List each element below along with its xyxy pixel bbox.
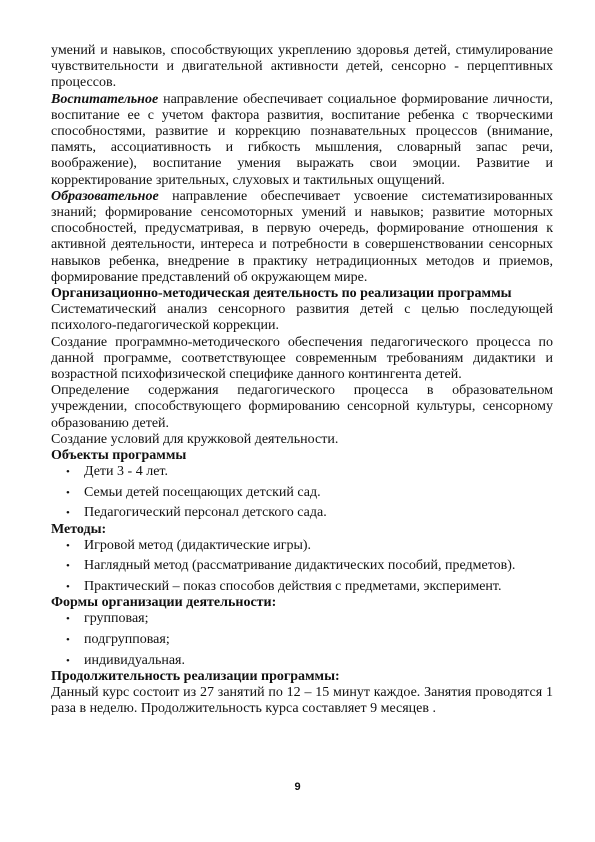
bullet-icon: • bbox=[66, 466, 70, 479]
upbringing-paragraph bbox=[51, 92, 553, 189]
methods-heading: Методы: bbox=[51, 521, 107, 537]
forms-list bbox=[51, 611, 553, 668]
duration-text: Данный курс состоит из 27 занятий по 12 – 15 минут каждое. Занятия проводятся 1 раза в неделю. Продолжительность курса составляет 9 месяцев . bbox=[51, 685, 553, 717]
list-item bbox=[51, 464, 553, 480]
bullet-icon: • bbox=[66, 634, 70, 647]
list-item bbox=[51, 538, 553, 554]
list-item bbox=[51, 579, 553, 595]
list-item bbox=[51, 505, 553, 521]
list-item-text: Практический – показ способов действия с предметами, эксперимент. bbox=[84, 579, 502, 595]
page-number: 9 bbox=[294, 781, 301, 793]
list-item-text: подгрупповая; bbox=[84, 632, 170, 648]
list-item-text: индивидуальная. bbox=[84, 652, 185, 668]
list-item-text: Педагогический персонал детского сада. bbox=[84, 505, 327, 521]
list-item-text: Игровой метод (дидактические игры). bbox=[84, 537, 312, 553]
education-paragraph bbox=[51, 189, 553, 286]
list-item-text: Дети 3 - 4 лет. bbox=[84, 464, 168, 480]
forms-heading: Формы организации деятельности: bbox=[51, 595, 277, 611]
list-item bbox=[51, 485, 553, 501]
org-method-item-2: Создание программно-методического обеспечения педагогического процесса по данной программе, соответствующее современным требованиям дидактики и возрастной психофизической специфике данного контингента детей. bbox=[51, 334, 553, 383]
org-method-item-3: Определение содержания педагогического процесса в образовательном учреждении, способствующего формированию сенсорной культуры, сенсорному образованию детей. bbox=[51, 383, 553, 431]
bullet-icon: • bbox=[66, 654, 70, 667]
objects-list bbox=[51, 464, 553, 521]
list-item bbox=[51, 632, 553, 648]
text-column bbox=[51, 43, 553, 717]
bullet-icon: • bbox=[66, 507, 70, 520]
bullet-icon: • bbox=[66, 581, 70, 594]
duration-heading: Продолжительность реализации программы: bbox=[51, 668, 340, 684]
org-method-item-1: Систематический анализ сенсорного развития детей с целью последующей психолого-педагогической коррекции. bbox=[51, 302, 553, 334]
education-text: направление обеспечивает усвоение систематизированных знаний; формирование сенсомоторных умений и навыков; развитие моторных способностей, предусматривая, в первую очередь, формирование отношения к активной деятельности, интереса и потребности в совершенствовании сенсорных навыков ребенка, внедрение в практику нетрадиционных методов и приемов, формирование представлений об окружающем мире. bbox=[51, 188, 553, 285]
list-item bbox=[51, 611, 553, 627]
list-item bbox=[51, 653, 553, 669]
bullet-icon: • bbox=[66, 613, 70, 626]
list-item-text: Семьи детей посещающих детский сад. bbox=[84, 484, 321, 500]
upbringing-text: направление обеспечивает социальное формирование личности, воспитание ее с учетом фактора развития, воспитание ребенка с творческими способностями, развитие и коррекцию познавательных процессов (внимание, память, ассоциативность и гибкость мышления, словарный запас речи, воображение), воспитание умения выражать свои эмоции. Развитие и корректирование зрительных, слуховых и тактильных ощущений. bbox=[51, 91, 553, 188]
objects-heading: Объекты программы bbox=[51, 448, 187, 464]
list-item-text: Наглядный метод (рассматривание дидактических пособий, предметов). bbox=[84, 558, 516, 574]
bullet-icon: • bbox=[66, 560, 70, 573]
org-method-item-4: Создание условий для кружковой деятельности. bbox=[51, 431, 339, 447]
bullet-icon: • bbox=[66, 539, 70, 552]
education-term: Образовательное bbox=[51, 188, 159, 204]
list-item bbox=[51, 558, 553, 574]
upbringing-term: Воспитательное bbox=[51, 91, 159, 107]
bullet-icon: • bbox=[66, 486, 70, 499]
methods-list bbox=[51, 538, 553, 595]
list-item-text: групповая; bbox=[84, 611, 149, 627]
intro-paragraph: умений и навыков, способствующих укреплению здоровья детей, стимулирование чувствительности и двигательной активности детей, сенсорно - перцептивных процессов. bbox=[51, 43, 553, 91]
org-method-heading: Организационно-методическая деятельность по реализации программы bbox=[51, 286, 512, 302]
